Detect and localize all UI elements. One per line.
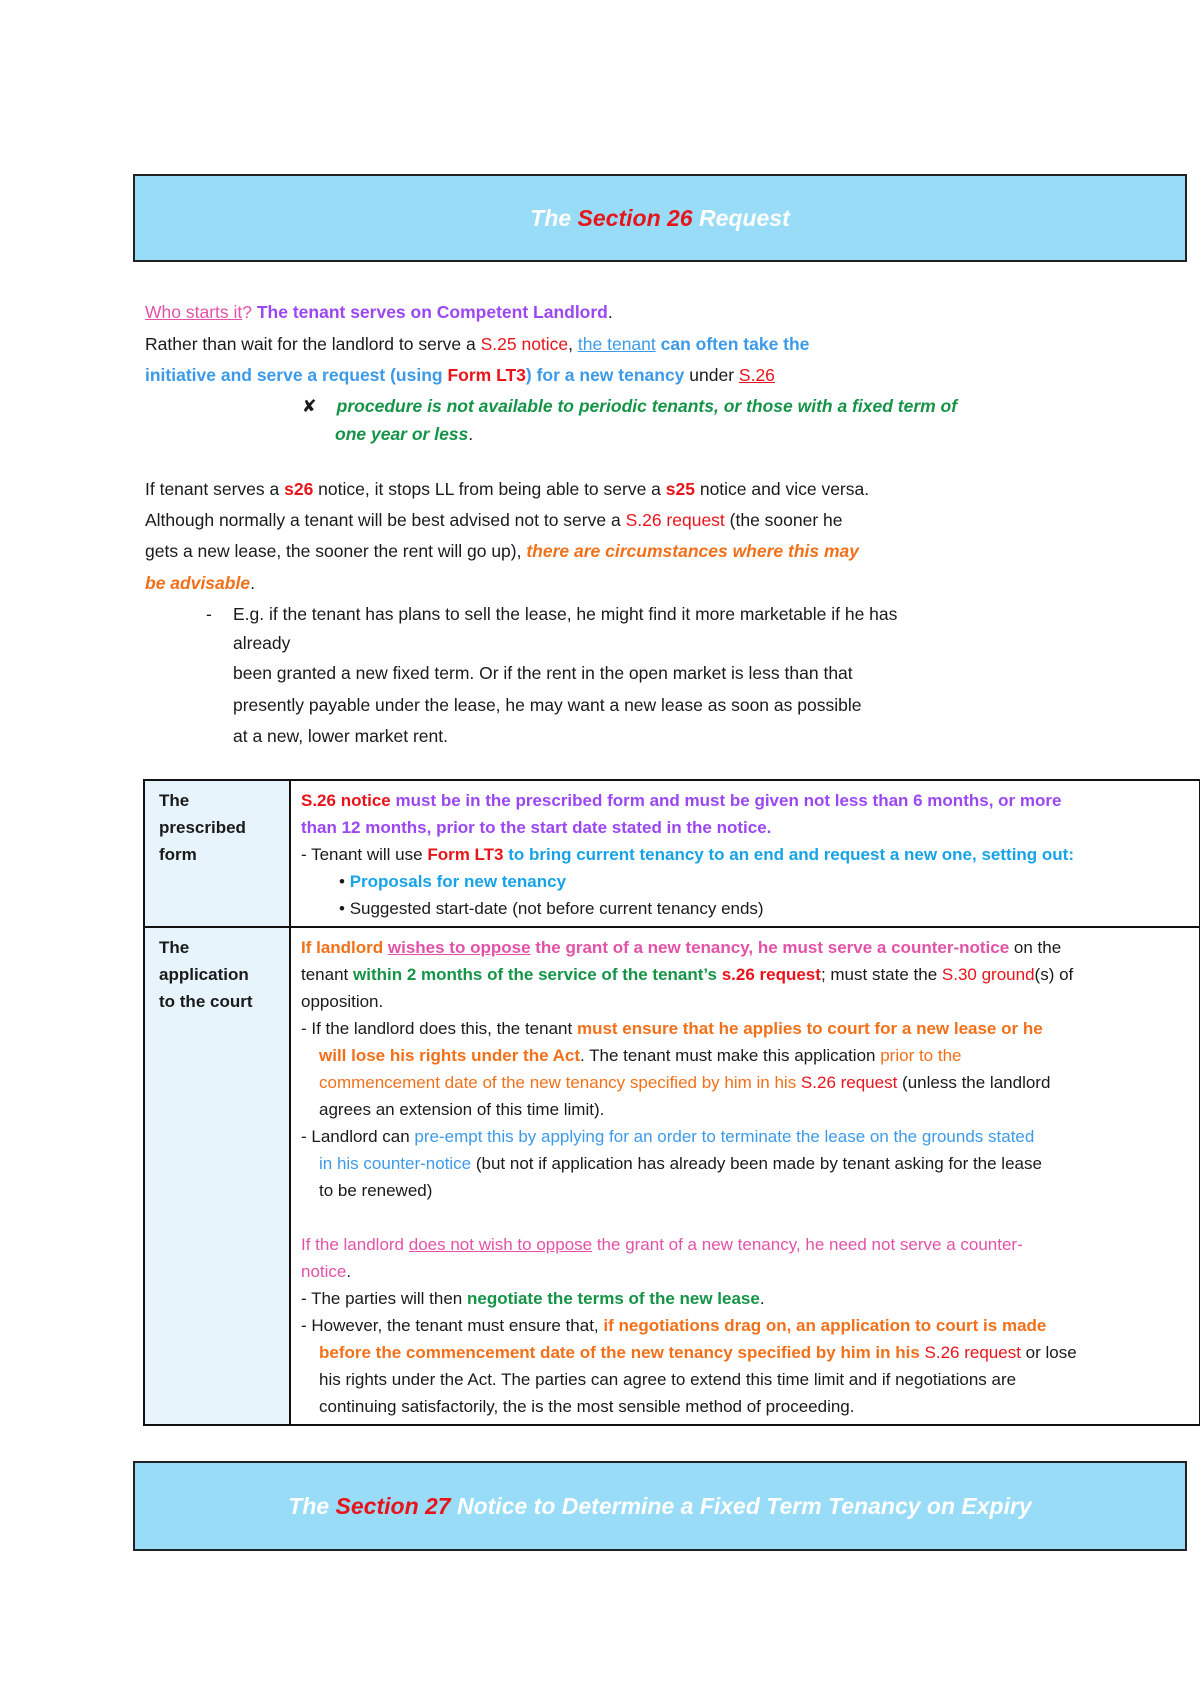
bullet-icon: •	[339, 872, 350, 891]
banner-title: The Section 26 Request	[530, 204, 790, 231]
row-content: If landlord wishes to oppose the grant of a new tenancy, he must serve a counter-notice on the tenant within 2 months of the service of the tenant’s s.26 request; must state the S.30 ground(s) of opposition. - If the landlord does this, the tenant must ensure that he applies to court for a new lease or he will lose his rights under the Act. The tenant must make this application prior to the commencement date of the new tenancy specified by him in his S.26 request (unless the landlord agrees an extension of this time limit). - Landlord can pre-empt this by applying for an order to terminate the lease on the grounds stated in his counter-notice (but not if application has already been made by tenant asking for the lease to be renewed) If the landlord does not wish to oppose the grant of a new tenancy, he need not serve a counter- notice. - The parties will then negotiate the terms of the new lease. - However, the tenant must ensure that, if negotiations drag on, an application to court is made before the commencement date of the new tenancy specified by him in his S.26 request or lose his rights under the Act. The parties can agree to extend this time limit and if negotiations are continuing satisfactorily, the is the most sensible method of proceeding.	[290, 927, 1200, 1425]
intro-line-4: ✘ procedure is not available to periodic tenants, or those with a fixed term of	[302, 396, 958, 416]
intro-line-6: If tenant serves a s26 notice, it stops LL from being able to serve a s25 notice and vice versa.	[145, 479, 870, 499]
cross-icon: ✘	[302, 396, 317, 416]
bullet-icon: •	[339, 899, 350, 918]
intro-line-9: be advisable.	[145, 573, 255, 593]
intro-line-1: Who starts it? The tenant serves on Competent Landlord.	[145, 302, 613, 322]
intro-line-3: initiative and serve a request (using Form LT3) for a new tenancy under S.26	[145, 365, 775, 385]
intro-dash: -	[206, 604, 212, 624]
banner-title: The Section 27 Notice to Determine a Fixed Term Tenancy on Expiry	[288, 1492, 1032, 1519]
list-item: • Suggested start-date (not before current tenancy ends)	[339, 899, 764, 918]
intro-line-7: Although normally a tenant will be best advised not to serve a S.26 request (the sooner he	[145, 510, 843, 530]
intro-line-5: one year or less.	[335, 424, 474, 444]
table-row-application-court	[144, 927, 1200, 1425]
intro-line-10: E.g. if the tenant has plans to sell the lease, he might find it more marketable if he has	[233, 604, 898, 624]
intro-line-12: been granted a new fixed term. Or if the rent in the open market is less than that	[233, 663, 853, 683]
section-26-banner	[133, 174, 1187, 262]
intro-line-2: Rather than wait for the landlord to serve a S.25 notice, the tenant can often take the	[145, 334, 810, 354]
intro-line-8: gets a new lease, the sooner the rent will go up), there are circumstances where this may	[145, 541, 860, 561]
row-content: S.26 notice must be in the prescribed form and must be given not less than 6 months, or more than 12 months, prior to the start date stated in the notice. - Tenant will use Form LT3 to bring current tenancy to an end and request a new one, setting out: • Proposals for new tenancy • Suggested start-date (not before current tenancy ends)	[290, 780, 1200, 927]
section-27-banner	[133, 1461, 1187, 1551]
intro-line-14: at a new, lower market rent.	[233, 726, 448, 746]
intro-line-11: already	[233, 633, 291, 653]
list-item: • Proposals for new tenancy	[339, 872, 567, 891]
intro-line-13: presently payable under the lease, he may want a new lease as soon as possible	[233, 695, 862, 715]
table-row-prescribed-form	[144, 780, 1200, 927]
row-heading: The application to the court	[144, 927, 290, 1425]
section-26-table	[143, 779, 1200, 1426]
row-heading: The prescribed form	[144, 780, 290, 927]
